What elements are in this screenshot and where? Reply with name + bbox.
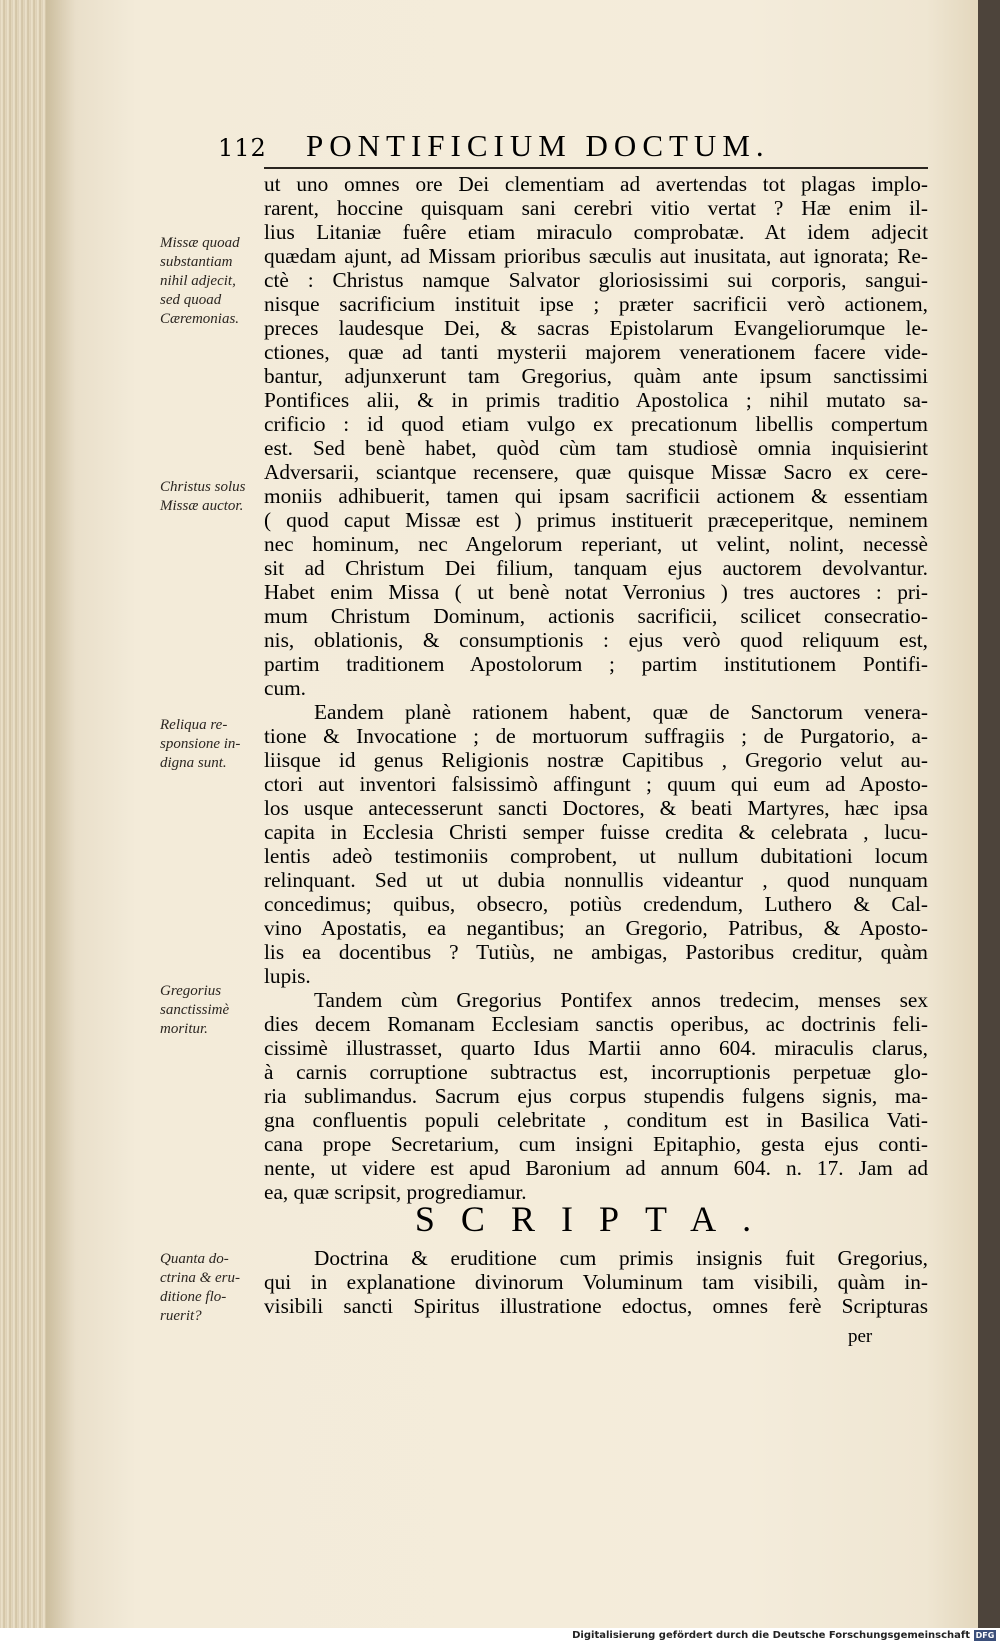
text-line: quædam ajunt, ad Missam prioribus sæculis aut inusitata, aut ignorata; Re- [264,244,928,268]
margin-note-quanta [160,1250,264,1326]
text-line: sit ad Christum Dei filium, tanquam ejus auctorem devolvantur. [264,556,928,580]
text-line: Pontifices alii, & in primis traditio Apostolica ; nihil mutato sa- [264,388,928,412]
text-line: nisque sacrificium instituit ipse ; præter sacrificii verò actionem, [264,292,928,316]
running-title: PONTIFICIUM DOCTUM. [306,128,770,163]
text-line: ria sublimandus. Sacrum ejus corpus stupendis fulgens signis, ma- [264,1084,928,1108]
text-line: preces laudesque Dei, & sacras Epistolarum Evangeliorumque le- [264,316,928,340]
header-rule [264,167,928,169]
text-line: moniis adhibuerit, tamen qui ipsam sacrificii actionem & essentiam [264,484,928,508]
margin-note-line: ditione flo- [160,1289,227,1305]
text-line: crificio : id quod etiam vulgo ex precationum libellis compertum [264,412,928,436]
text-line: ea, quæ scripsit, progrediamur. [264,1180,527,1204]
margin-note-line: Missæ quoad [160,235,240,251]
text-line: ctori aut inventori falsissimò affingunt ; quum qui eum ad Aposto- [264,772,928,796]
margin-note-line: moritur. [160,1021,208,1037]
text-line: vino Apostatis, ea negantibus; an Gregorio, Patribus, & Aposto- [264,916,928,940]
text-line: los usque antecesserunt sancti Doctores, & beati Martyres, hæc ipsa [264,796,928,820]
margin-note-line: substantiam [160,254,233,270]
margin-note-line: Cæremonias. [160,311,240,327]
text-line: Habet enim Missa ( ut benè notat Verronius ) tres auctores : pri- [264,580,928,604]
text-line: Doctrina & eruditione cum primis insignis fuit Gregorius, [314,1246,928,1270]
text-line: cum. [264,676,306,700]
margin-note-line: Gregorius [160,983,222,999]
text-line: est. Sed benè habet, quòd cùm tam studiosè omnia inquisierint [264,436,928,460]
section-text [264,1246,928,1318]
scan-right-border [978,0,1000,1628]
text-line: cissimè illustrasset, quarto Idus Martii anno 604. miraculis clarus, [264,1036,928,1060]
text-line: ut uno omnes ore Dei clementiam ad avertendas tot plagas implo- [264,172,928,196]
text-line: nec hominum, nec Angelorum reperiant, ut velint, nolint, necessè [264,532,928,556]
text-line: lius Litaniæ fuêre etiam miraculo comprobatæ. At idem adjecit [264,220,928,244]
margin-note-line: nihil adjecit, [160,273,236,289]
margin-note-christus [160,478,264,516]
margin-note-gregorius [160,982,264,1039]
text-line: Adversarii, sciantque recensere, quæ quisque Missæ Sacro ex cere- [264,460,928,484]
text-line: lentis adeò testimoniis comprobent, ut nullum dubitationi locum [264,844,928,868]
margin-note-line: digna sunt. [160,755,227,771]
text-line: Eandem planè rationem habent, quæ de Sanctorum venera- [314,700,928,724]
text-line: cana prope Secretarium, cum insigni Epitaphio, gesta ejus conti- [264,1132,928,1156]
text-line: relinquant. Sed ut ut dubia nonnullis videantur , quod nunquam [264,868,928,892]
text-line: capita in Ecclesia Christi semper fuisse credita & celebrata , lucu- [264,820,928,844]
book-page-edges [0,0,46,1628]
text-line: gna confluentis populi celebritate , conditum est in Basilica Vati- [264,1108,928,1132]
text-line: ( quod caput Missæ est ) primus instituerit præceperitque, neminem [264,508,928,532]
margin-note-line: Christus solus [160,479,246,495]
text-line: mum Christum Dominum, actionis sacrificii, scilicet consecratio- [264,604,928,628]
text-line: nis, oblationis, & consumptionis : ejus verò quod reliquum est, [264,628,928,652]
text-line: ctiones, quæ ad tanti mysterii majorem venerationem facere vide- [264,340,928,364]
margin-note-line: Quanta do- [160,1251,229,1267]
text-line: partim traditionem Apostolorum ; partim institutionem Pontifi- [264,652,928,676]
text-line: qui in explanatione divinorum Voluminum tam visibili, quàm in- [264,1270,928,1294]
text-line: tione & Invocatione ; de mortuorum suffragiis ; de Purgatorio, a- [264,724,928,748]
text-line: ctè : Christus namque Salvator gloriosissimi sui corporis, sangui- [264,268,928,292]
footer-bar [0,1628,1000,1643]
margin-note-line: ruerit? [160,1308,202,1324]
text-line: à carnis corruptione subtractus est, incorruptionis perpetuæ glo- [264,1060,928,1084]
footer-credit: Digitalisierung gefördert durch die Deutsche Forschungsgemeinschaft [572,1630,970,1641]
text-line: rarent, hoccine quisquam sani cerebri vitio vertat ? Hæ enim il- [264,196,928,220]
margin-note-line: sanctissimè [160,1002,230,1018]
margin-note-line: sponsione in- [160,736,241,752]
catchword: per [848,1326,873,1347]
page-number: 112 [218,134,267,162]
text-line: lupis. [264,964,311,988]
margin-note-line: Reliqua re- [160,717,228,733]
text-line: lis ea docentibus ? Tutiùs, ne ambigas, Pastoribus creditur, quàm [264,940,928,964]
dfg-logo-icon: DFG [975,1631,995,1640]
main-text [264,172,928,1204]
margin-note-missae [160,234,264,329]
text-line: Tandem cùm Gregorius Pontifex annos tredecim, menses sex [314,988,928,1012]
margin-note-line: sed quoad [160,292,222,308]
text-line: visibili sancti Spiritus illustratione edoctus, omnes ferè Scripturas [264,1294,928,1318]
text-line: liisque id genus Religionis nostræ Capitibus , Gregorio velut au- [264,748,928,772]
margin-note-reliqua [160,716,264,773]
text-line: nente, ut videre est apud Baronium ad annum 604. n. 17. Jam ad [264,1156,928,1180]
margin-note-line: Missæ auctor. [160,498,244,514]
section-heading: SCRIPTA. [414,1199,778,1239]
margin-note-line: ctrina & eru- [160,1270,240,1286]
page-header [218,128,928,172]
text-line: bantur, adjunxerunt tam Gregorius, quàm ante ipsum sanctissimi [264,364,928,388]
text-line: dies decem Romanam Ecclesiam sanctis operibus, ac doctrinis feli- [264,1012,928,1036]
text-line: concedimus; quibus, obsecro, potiùs credendum, Luthero & Cal- [264,892,928,916]
